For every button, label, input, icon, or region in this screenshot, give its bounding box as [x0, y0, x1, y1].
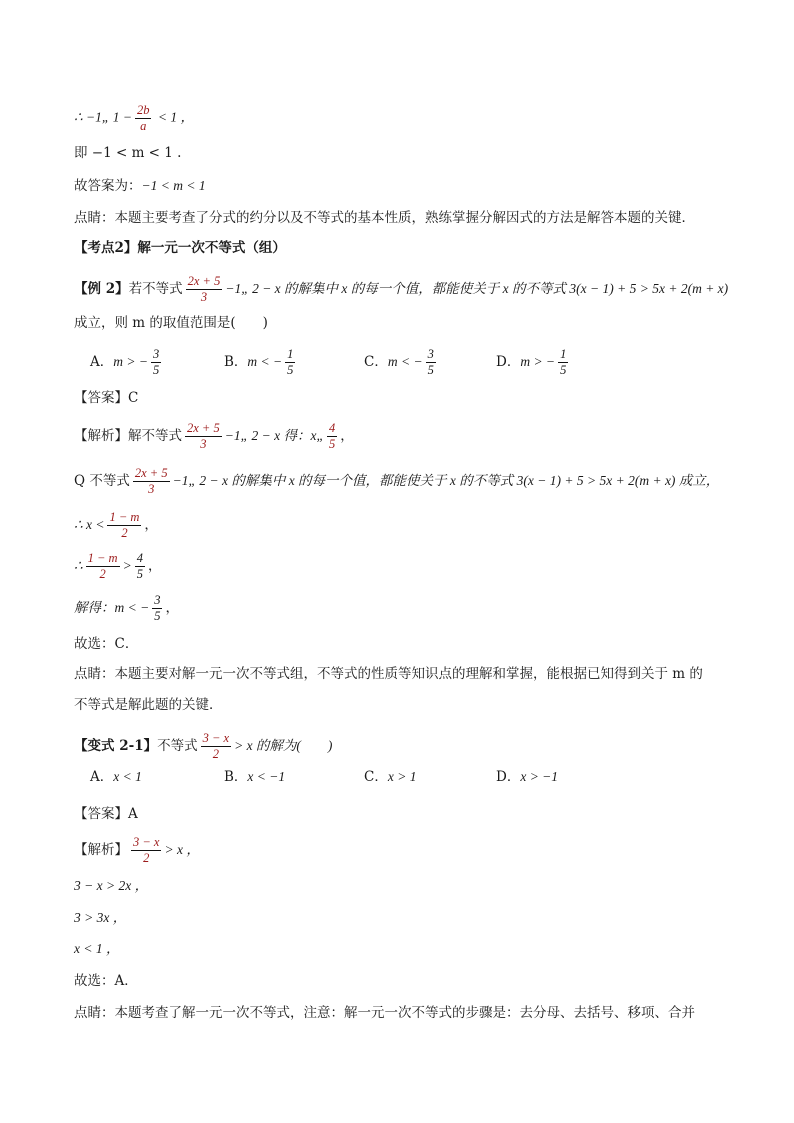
section-heading: 【考点2】解一元一次不等式（组） — [74, 240, 286, 256]
fraction — [201, 732, 231, 761]
option-label: C． — [364, 354, 388, 371]
analysis-pre: ∴ — [74, 558, 83, 574]
frac-denominator: 2 — [121, 526, 128, 541]
frac-denominator: 5 — [152, 363, 160, 378]
option-expr: m > − — [520, 354, 556, 370]
inequality-line-1 — [74, 104, 734, 133]
analysis-line-1 — [74, 422, 734, 451]
analysis-tag: 【解析】 — [74, 842, 128, 859]
frac-numerator: 1 − m — [107, 511, 141, 526]
option-a[interactable] — [90, 767, 142, 787]
variant-analysis-line-2: 3 − x > 2x ， — [74, 878, 149, 893]
fraction — [86, 552, 120, 581]
frac-numerator: 3 − x — [201, 732, 231, 747]
option-d[interactable] — [496, 348, 571, 377]
analysis-mid: > — [122, 558, 132, 574]
analysis-suffix: > x ， — [164, 842, 200, 858]
frac-numerator: 2x + 5 — [186, 275, 223, 290]
frac-denominator: 5 — [560, 363, 567, 378]
option-fraction — [285, 348, 295, 377]
expr-suffix: < 1 ， — [154, 109, 194, 125]
note-line-1: 点睛：本题主要考查了分式的约分以及不等式的基本性质，熟练掌握分解因式的方法是解答本题的关键． — [74, 210, 695, 226]
frac-numerator: 4 — [327, 422, 337, 437]
frac-numerator: 3 − x — [131, 836, 161, 851]
variant-note-line: 点睛：本题考查了解一元一次不等式，注意：解一元一次不等式的步骤是：去分母、去括号、移项、合并 — [74, 1005, 695, 1021]
variant-analysis-conclusion: 故选：A． — [74, 973, 138, 989]
answer-line — [74, 176, 734, 196]
frac-denominator: 2 — [99, 567, 106, 582]
frac-denominator: a — [140, 119, 147, 134]
variant-tag: 【变式 2-1】 — [74, 738, 158, 755]
option-expr: x < −1 — [247, 769, 286, 784]
question-suffix: > x 的解为( ) — [234, 738, 333, 754]
analysis-pre: ∴ x < — [74, 517, 105, 533]
frac-numerator: 2x + 5 — [185, 422, 222, 437]
option-a[interactable] — [90, 348, 164, 377]
option-expr: m < − — [387, 354, 423, 370]
question-pre: 若不等式 — [128, 281, 183, 298]
frac-numerator: 1 — [558, 348, 568, 363]
frac-numerator: 3 — [426, 348, 436, 363]
question-mid: −1„ 2 − x 的解集中 x 的每一个值，都能使关于 x 的不等式 3(x − 1) + 5 > 5x + 2(m + x) — [225, 281, 729, 297]
fraction — [107, 511, 141, 540]
frac-denominator: 5 — [136, 567, 143, 582]
analysis-conclusion: 故选：C． — [74, 636, 139, 652]
fraction — [135, 552, 145, 581]
answer-label: 故答案为： — [74, 178, 142, 194]
frac-numerator: 3 — [151, 348, 161, 363]
fraction — [152, 594, 162, 623]
analysis-suffix: ， — [147, 558, 162, 575]
analysis-suffix: ， — [144, 517, 158, 534]
analysis-tag: 【解析】 — [74, 428, 128, 445]
analysis-line-4 — [74, 552, 734, 581]
example-2-answer: 【答案】C — [74, 390, 139, 406]
variant-analysis-line-3: 3 > 3x ， — [74, 910, 127, 925]
option-fraction — [426, 348, 436, 377]
option-label: D． — [496, 769, 521, 785]
note-line-2: 点睛：本题主要对解一元一次不等式组，不等式的性质等知识点的理解和掌握，能根据已知得到关于 m 的 — [74, 666, 703, 682]
frac-denominator: 3 — [148, 482, 155, 497]
frac-denominator: 3 — [200, 290, 208, 305]
note-line-3: 不等式是解此题的关键． — [74, 697, 223, 713]
frac-numerator: 2b — [135, 104, 152, 119]
variant-analysis-line-4: x < 1 ， — [74, 941, 120, 956]
option-label: B． — [224, 354, 248, 371]
option-label: C． — [364, 769, 388, 785]
option-expr: m > − — [113, 354, 148, 370]
expr-prefix: ∴ −1„ 1 − — [74, 109, 132, 125]
option-b[interactable] — [224, 767, 285, 787]
analysis-pre: Q 不等式 — [74, 473, 130, 490]
analysis-pre: 解不等式 — [128, 428, 182, 445]
question-pre: 不等式 — [157, 738, 198, 755]
option-expr: m < − — [247, 354, 283, 370]
analysis-pre: 解得：m < − — [74, 600, 150, 616]
option-label: D． — [496, 354, 521, 371]
option-c[interactable] — [364, 348, 439, 377]
option-expr: x > 1 — [387, 769, 417, 784]
frac-denominator: 5 — [328, 437, 336, 452]
frac-denominator: 5 — [287, 363, 294, 378]
frac-numerator: 2x + 5 — [133, 467, 170, 482]
option-d[interactable] — [496, 767, 558, 787]
fraction — [185, 422, 222, 451]
option-fraction — [151, 348, 161, 377]
frac-denominator: 5 — [427, 363, 434, 378]
fraction — [186, 275, 223, 304]
frac-denominator: 3 — [200, 437, 207, 452]
frac-numerator: 3 — [152, 594, 162, 609]
analysis-line-2 — [74, 467, 734, 496]
analysis-line-5 — [74, 594, 734, 623]
example-2-question-line-2: 成立，则 m 的取值范围是( ) — [74, 315, 268, 331]
variant-analysis-line-1 — [74, 836, 734, 865]
answer-expr: −1 < m < 1 — [141, 178, 206, 193]
frac-numerator: 1 − m — [86, 552, 120, 567]
example-2-options — [74, 348, 734, 380]
line-ji: 即 −1 < m < 1 . — [74, 145, 182, 161]
option-c[interactable] — [364, 767, 416, 787]
fraction — [133, 467, 170, 496]
frac-denominator: 2 — [212, 747, 219, 762]
variant-2-1-answer: 【答案】A — [74, 806, 138, 822]
fraction-2b-over-a — [135, 104, 152, 133]
analysis-suffix: ， — [165, 600, 179, 617]
frac-numerator: 4 — [135, 552, 145, 567]
frac-denominator: 2 — [143, 851, 150, 866]
option-b[interactable] — [224, 348, 298, 377]
analysis-suffix: ， — [340, 428, 354, 445]
frac-denominator: 5 — [154, 609, 161, 624]
option-label: A． — [90, 354, 114, 371]
option-label: A． — [90, 769, 114, 785]
example-tag: 【例 2】 — [74, 281, 129, 298]
variant-2-1-question — [74, 732, 734, 761]
fraction — [131, 836, 161, 865]
option-label: B． — [224, 769, 248, 785]
example-2-question — [74, 275, 734, 304]
fraction — [327, 422, 337, 451]
analysis-mid: −1„ 2 − x 得：x„ — [224, 428, 324, 444]
analysis-mid: −1„ 2 − x 的解集中 x 的每一个值，都能使关于 x 的不等式 3(x − 1) + 5 > 5x + 2(m + x) 成立， — [172, 473, 720, 489]
analysis-line-3 — [74, 511, 734, 540]
option-fraction — [558, 348, 568, 377]
option-expr: x > −1 — [520, 769, 559, 784]
option-expr: x < 1 — [113, 769, 142, 784]
frac-numerator: 1 — [285, 348, 295, 363]
